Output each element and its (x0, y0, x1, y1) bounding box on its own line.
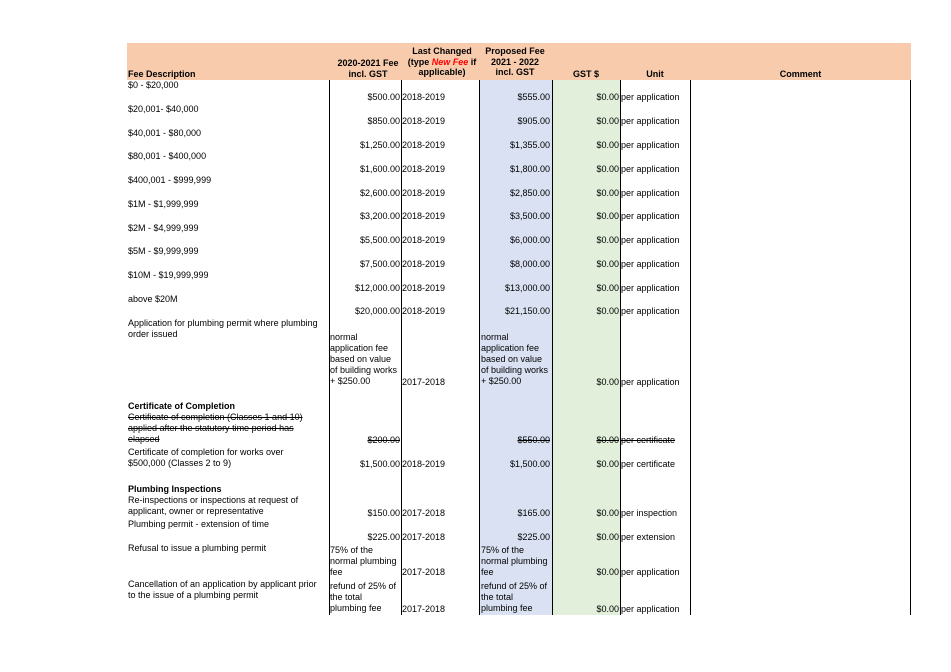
row-gst: $0.00 (596, 211, 619, 221)
row-last-changed: 2017-2018 (402, 567, 446, 577)
row-unit: per certificate (621, 435, 676, 445)
row-description: $0 - $20,000 (128, 80, 179, 90)
row-unit: per application (621, 377, 680, 387)
row-proposed-fee: $555.00 (517, 92, 550, 102)
section-heading-plumbing: Plumbing Inspections (128, 484, 222, 494)
header-proposed-fee: Proposed Fee 2021 - 2022 incl. GST (485, 46, 545, 77)
row-proposed-fee: $165.00 (517, 508, 550, 518)
row-proposed-fee: $1,500.00 (509, 459, 550, 469)
row-last-changed: 2017-2018 (402, 604, 446, 614)
row-last-changed: 2018-2019 (402, 235, 446, 245)
row-unit: per application (621, 140, 680, 150)
row-2020-fee: normal application fee based on value of building works + $250.00 (330, 332, 398, 386)
row-description: $5M - $9,999,999 (128, 246, 199, 256)
row-proposed-fee: 75% of the normal plumbing fee (481, 545, 548, 577)
grid-line (910, 80, 911, 615)
row-last-changed: 2018-2019 (402, 188, 446, 198)
row-2020-fee: $3,200.00 (359, 211, 400, 221)
row-last-changed: 2017-2018 (402, 532, 446, 542)
row-2020-fee: 75% of the normal plumbing fee (330, 545, 397, 577)
row-description: Application for plumbing permit where plumbing order issued (128, 318, 318, 339)
row-description: $20,001- $40,000 (128, 104, 199, 114)
row-proposed-fee: $550.00 (517, 435, 550, 445)
row-2020-fee: $1,600.00 (359, 164, 400, 174)
row-gst: $0.00 (596, 459, 619, 469)
row-proposed-fee: $21,150.00 (504, 306, 550, 316)
section-heading-certificate: Certificate of Completion (128, 401, 236, 411)
row-proposed-fee: $8,000.00 (509, 259, 550, 269)
row-gst: $0.00 (596, 567, 619, 577)
row-gst: $0.00 (596, 532, 619, 542)
row-gst: $0.00 (596, 235, 619, 245)
row-2020-fee: $150.00 (367, 508, 400, 518)
row-description: Certificate of completion (Classes 1 and 10) applied after the statutory time period has elapsed (128, 412, 303, 444)
row-description: $80,001 - $400,000 (128, 151, 207, 161)
row-gst: $0.00 (596, 604, 619, 614)
row-proposed-fee: normal application fee based on value of building works + $250.00 (481, 332, 549, 386)
row-2020-fee: $7,500.00 (359, 259, 400, 269)
row-proposed-fee: $2,850.00 (509, 188, 550, 198)
header-fee-description: Fee Description (128, 69, 196, 79)
row-description: $1M - $1,999,999 (128, 199, 199, 209)
row-2020-fee: $1,250.00 (359, 140, 400, 150)
row-2020-fee: $5,500.00 (359, 235, 400, 245)
row-2020-fee: refund of 25% of the total plumbing fee (330, 581, 397, 613)
row-description: Plumbing permit - extension of time (128, 519, 270, 529)
row-gst: $0.00 (596, 116, 619, 126)
row-gst: $0.00 (596, 188, 619, 198)
row-description: $2M - $4,999,999 (128, 223, 199, 233)
row-unit: per inspection (621, 508, 678, 518)
row-proposed-fee: $1,355.00 (509, 140, 550, 150)
row-2020-fee: $225.00 (367, 532, 400, 542)
row-unit: per application (621, 283, 680, 293)
row-gst: $0.00 (596, 92, 619, 102)
row-unit: per application (621, 604, 680, 614)
row-description: Certificate of completion for works over $500,000 (Classes 2 to 9) (128, 447, 284, 468)
row-gst: $0.00 (596, 508, 619, 518)
row-unit: per application (621, 259, 680, 269)
row-unit: per application (621, 92, 680, 102)
row-proposed-fee: $225.00 (517, 532, 550, 542)
row-2020-fee: $500.00 (367, 92, 400, 102)
row-last-changed: 2018-2019 (402, 140, 446, 150)
row-last-changed: 2017-2018 (402, 508, 446, 518)
row-unit: per extension (621, 532, 676, 542)
row-last-changed: 2018-2019 (402, 116, 446, 126)
row-last-changed: 2018-2019 (402, 211, 446, 221)
row-proposed-fee: refund of 25% of the total plumbing fee (481, 581, 548, 613)
row-2020-fee: $200.00 (367, 435, 400, 445)
header-comment: Comment (779, 69, 822, 79)
row-gst: $0.00 (596, 435, 619, 445)
row-unit: per application (621, 164, 680, 174)
row-2020-fee: $20,000.00 (354, 306, 400, 316)
row-last-changed: 2018-2019 (402, 283, 446, 293)
row-description: Refusal to issue a plumbing permit (128, 543, 267, 553)
row-proposed-fee: $905.00 (517, 116, 550, 126)
row-proposed-fee: $6,000.00 (509, 235, 550, 245)
row-last-changed: 2018-2019 (402, 92, 446, 102)
row-proposed-fee: $1,800.00 (509, 164, 550, 174)
row-unit: per application (621, 116, 680, 126)
row-2020-fee: $12,000.00 (354, 283, 400, 293)
row-description: Re-inspections or inspections at request of applicant, owner or representative (128, 495, 299, 516)
row-last-changed: 2018-2019 (402, 164, 446, 174)
row-gst: $0.00 (596, 306, 619, 316)
header-2020-fee: 2020-2021 Fee incl. GST (337, 58, 399, 79)
row-last-changed: 2018-2019 (402, 259, 446, 269)
row-description: $400,001 - $999,999 (128, 175, 212, 185)
row-unit: per application (621, 306, 680, 316)
row-unit: per certificate (621, 459, 676, 469)
header-row (127, 43, 911, 80)
header-last-changed: Last Changed (type New Fee if applicable) (407, 46, 477, 77)
row-gst: $0.00 (596, 140, 619, 150)
row-description: $40,001 - $80,000 (128, 128, 202, 138)
row-description: Cancellation of an application by applicant prior to the issue of a plumbing permit (128, 579, 317, 600)
row-unit: per application (621, 235, 680, 245)
row-unit: per application (621, 567, 680, 577)
row-gst: $0.00 (596, 164, 619, 174)
row-gst: $0.00 (596, 377, 619, 387)
row-unit: per application (621, 188, 680, 198)
row-2020-fee: $2,600.00 (359, 188, 400, 198)
header-gst: GST $ (572, 69, 599, 79)
row-2020-fee: $850.00 (367, 116, 400, 126)
row-description: above $20M (128, 294, 178, 304)
row-unit: per application (621, 211, 680, 221)
fee-schedule-sheet (127, 43, 911, 615)
row-gst: $0.00 (596, 259, 619, 269)
header-unit: Unit (646, 69, 664, 79)
row-last-changed: 2017-2018 (402, 377, 446, 387)
row-description: $10M - $19,999,999 (128, 270, 209, 280)
row-gst: $0.00 (596, 283, 619, 293)
row-proposed-fee: $13,000.00 (504, 283, 550, 293)
row-last-changed: 2018-2019 (402, 459, 446, 469)
row-last-changed: 2018-2019 (402, 306, 446, 316)
row-proposed-fee: $3,500.00 (509, 211, 550, 221)
row-2020-fee: $1,500.00 (359, 459, 400, 469)
